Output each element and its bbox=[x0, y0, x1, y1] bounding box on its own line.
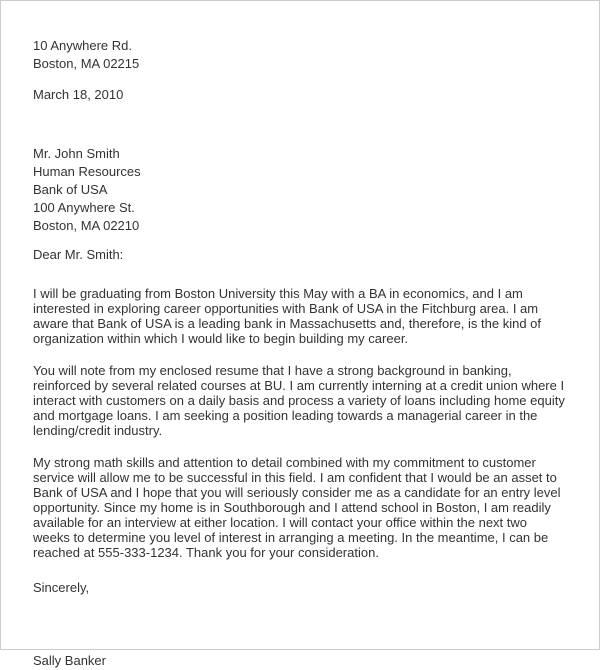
closing: Sincerely, bbox=[33, 580, 90, 595]
letter-content bbox=[1, 1, 599, 670]
recipient-city: Boston, MA 02210 bbox=[33, 218, 140, 233]
salutation: Dear Mr. Smith: bbox=[33, 247, 124, 262]
recipient-company: Bank of USA bbox=[33, 182, 108, 197]
signature-name: Sally Banker bbox=[33, 653, 106, 668]
sender-address-line-1: 10 Anywhere Rd. bbox=[33, 38, 133, 53]
letter-date: March 18, 2010 bbox=[33, 87, 124, 102]
sender-address bbox=[33, 37, 566, 73]
recipient-department: Human Resources bbox=[33, 164, 141, 179]
sender-address-line-2: Boston, MA 02215 bbox=[33, 56, 140, 71]
body-paragraph-2: You will note from my enclosed resume that I have a strong background in banking, reinforced by several related courses at BU. I am currently interning at a credit union where I interact with customers on a daily basis and process a variety of loans including home equity and mortgage loans. I am seeking a position leading towards a managerial career in the lending/credit industry. bbox=[33, 363, 565, 438]
recipient-address bbox=[33, 145, 566, 235]
body-paragraph-1: I will be graduating from Boston University this May with a BA in economics, and I am interested in exploring career opportunities with Bank of USA in the Fitchburg area. I am aware that Bank of USA is a leading bank in Massachusetts and, therefore, is the kind of organization within which I would like to begin building my career. bbox=[33, 286, 542, 346]
recipient-street: 100 Anywhere St. bbox=[33, 200, 135, 215]
recipient-name: Mr. John Smith bbox=[33, 146, 120, 161]
body-paragraph-3: My strong math skills and attention to detail combined with my commitment to customer service will allow me to be successful in this field. I am confident that I would be an asset to Bank of USA and I hope that you will seriously consider me as a candidate for an entry level opportunity. Since my home is in Southborough and I attend school in Boston, I am readily available for an interview at either location. I will contact your office within the next two weeks to determine you level of interest in arranging a meeting. In the meantime, I can be reached at 555-333-1234. Thank you for your consideration. bbox=[33, 455, 561, 560]
